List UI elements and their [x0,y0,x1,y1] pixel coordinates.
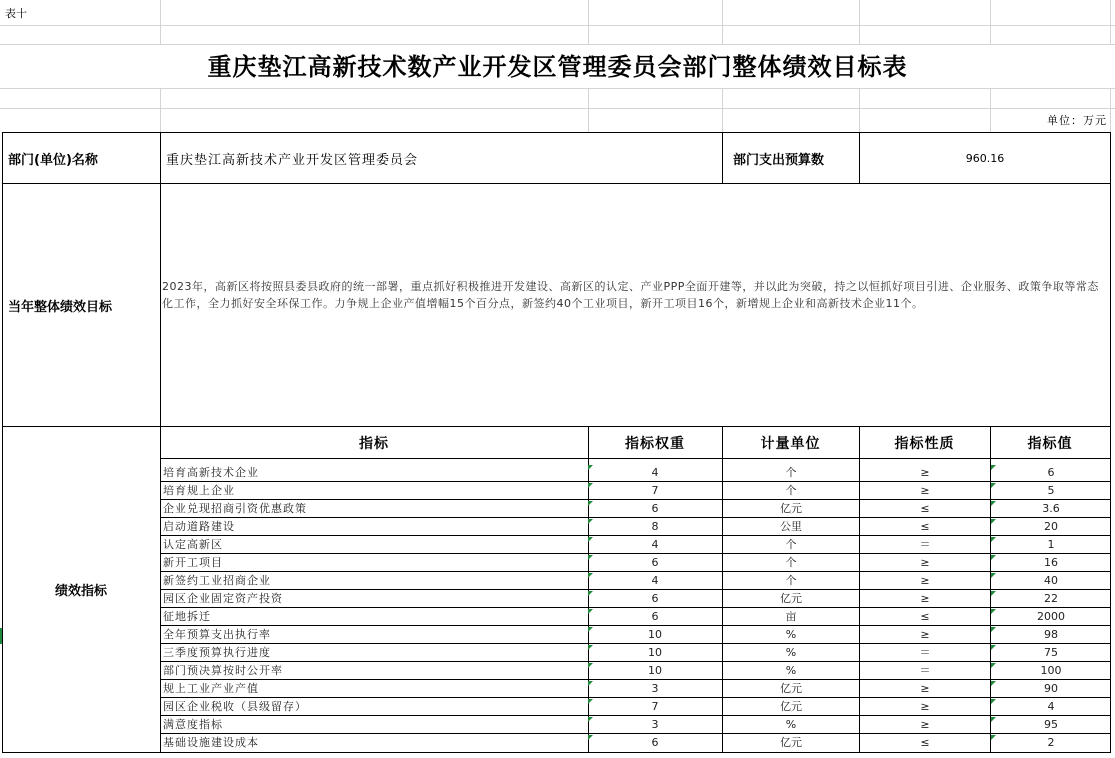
indicator-unit-cell[interactable]: % [785,664,797,677]
cell-error-indicator-icon [588,591,593,596]
table-row[interactable] [160,554,1111,572]
cell-error-indicator-icon [588,609,593,614]
cell-error-indicator-icon [991,573,996,578]
cell-error-indicator-icon [991,663,996,668]
indicator-weight-cell[interactable]: 7 [651,484,659,497]
table-row[interactable] [160,518,1111,536]
indicator-unit-cell[interactable]: 亿元 [780,592,802,605]
gridline [0,88,1115,89]
indicator-nature-cell[interactable]: ≤ [920,610,930,623]
table-row[interactable] [160,626,1111,644]
indicator-nature-cell[interactable]: ＝ [919,664,931,677]
table-row[interactable] [160,698,1111,716]
indicator-name-cell[interactable]: 满意度指标 [163,718,223,731]
unit-note: 单位：万元 [1047,114,1107,127]
indicator-value-cell[interactable]: 75 [1044,646,1058,659]
page-title: 重庆垫江高新技术数产业开发区管理委员会部门整体绩效目标表 [207,52,908,81]
indicator-weight-cell[interactable]: 8 [651,520,659,533]
cell-error-indicator-icon [588,573,593,578]
gridline [0,108,1115,109]
table-row[interactable] [160,464,1111,482]
indicator-nature-cell[interactable]: ≤ [920,736,930,749]
table-row[interactable] [160,608,1111,626]
cell-error-indicator-icon [588,699,593,704]
indicator-unit-cell[interactable]: % [785,628,797,641]
sheet-label: 表十 [5,7,27,20]
cell-error-indicator-icon [588,465,593,470]
table-row[interactable] [160,716,1111,734]
indicator-weight-cell[interactable]: 3 [651,718,659,731]
indicator-name-cell[interactable]: 基础设施建设成本 [163,736,259,749]
table-border [2,752,1111,753]
indicators-label: 绩效指标 [54,584,107,599]
column-header-unit: 计量单位 [760,436,821,452]
cell-error-indicator-icon [991,591,996,596]
indicator-name-cell[interactable]: 规上工业产业产值 [163,682,259,695]
indicator-unit-cell[interactable]: 个 [785,466,797,479]
indicator-nature-cell[interactable]: ≥ [920,466,930,479]
indicator-name-cell[interactable]: 新签约工业招商企业 [163,574,271,587]
table-row[interactable] [160,500,1111,518]
cell-error-indicator-icon [588,555,593,560]
cell-error-indicator-icon [991,555,996,560]
indicator-unit-cell[interactable]: 个 [785,484,797,497]
cell-error-indicator-icon [991,465,996,470]
cell-error-indicator-icon [588,537,593,542]
indicator-unit-cell[interactable]: 亿元 [780,736,802,749]
table-row[interactable] [160,482,1111,500]
table-row[interactable] [160,572,1111,590]
cell-error-indicator-icon [588,501,593,506]
indicator-unit-cell[interactable]: 公里 [780,520,802,533]
indicator-weight-cell[interactable]: 6 [651,502,659,515]
cell-error-indicator-icon [991,483,996,488]
indicator-name-cell[interactable]: 培育规上企业 [163,484,235,497]
indicator-value-cell[interactable]: 16 [1044,556,1058,569]
indicator-value-cell[interactable]: 6 [1047,466,1055,479]
column-header-indicator: 指标 [359,436,389,452]
indicator-value-cell[interactable]: 5 [1047,484,1055,497]
table-row[interactable] [160,734,1111,752]
cell-error-indicator-icon [991,627,996,632]
indicator-value-cell[interactable]: 4 [1047,700,1055,713]
indicator-nature-cell[interactable]: ≥ [920,592,930,605]
indicator-unit-cell[interactable]: 个 [785,574,797,587]
cell-error-indicator-icon [588,627,593,632]
indicator-weight-cell[interactable]: 6 [651,592,659,605]
row-selection-marker [0,628,2,644]
indicator-unit-cell[interactable]: 亿元 [780,502,802,515]
indicator-name-cell[interactable]: 园区企业固定资产投资 [163,592,283,605]
cell-error-indicator-icon [991,501,996,506]
indicator-weight-cell[interactable]: 4 [651,574,659,587]
indicator-unit-cell[interactable]: 亿元 [780,682,802,695]
table-row[interactable] [160,644,1111,662]
indicator-weight-cell[interactable]: 10 [648,646,662,659]
indicator-nature-cell[interactable]: ＝ [919,646,931,659]
indicator-name-cell[interactable]: 部门预决算按时公开率 [163,664,283,677]
indicator-weight-cell[interactable]: 6 [651,610,659,623]
indicator-weight-cell[interactable]: 4 [651,538,659,551]
indicator-weight-cell[interactable]: 10 [648,628,662,641]
indicator-value-cell[interactable]: 1 [1047,538,1055,551]
column-header-nature: 指标性质 [894,436,955,452]
indicator-unit-cell[interactable]: 个 [785,538,797,551]
table-row[interactable] [160,680,1111,698]
indicator-value-cell[interactable]: 3.6 [1042,502,1060,515]
table-border [2,426,1111,427]
cell-error-indicator-icon [991,519,996,524]
indicator-unit-cell[interactable]: % [785,646,797,659]
cell-error-indicator-icon [991,681,996,686]
annual-goal-text[interactable]: 2023年，高新区将按照县委县政府的统一部署，重点抓好积极推进开发建设、高新区的认定、产业PPP全面开建等，并以此为突破，持之以恒抓好项目引进、企业服务、政策争取等常态化工作，全力抓好安全环保工作。力争规上企业产值增幅15个百分点，新签约40个工业项目，新开工项目16个，新增规上企业和高新技术企业11个。 [162,280,1099,310]
indicator-nature-cell[interactable]: ≥ [920,484,930,497]
cell-error-indicator-icon [588,519,593,524]
table-border [160,458,1111,459]
indicator-nature-cell[interactable]: ≤ [920,502,930,515]
indicator-name-cell[interactable]: 培育高新技术企业 [163,466,259,479]
indicator-weight-cell[interactable]: 7 [651,700,659,713]
cell-error-indicator-icon [991,717,996,722]
indicator-value-cell[interactable]: 22 [1044,592,1058,605]
annual-goal-label: 当年整体绩效目标 [8,299,113,315]
indicator-name-cell[interactable]: 启动道路建设 [163,520,235,533]
gridline [0,25,1115,26]
cell-error-indicator-icon [588,483,593,488]
indicator-weight-cell[interactable]: 6 [651,556,659,569]
table-row[interactable] [160,662,1111,680]
table-row[interactable] [160,590,1111,608]
cell-error-indicator-icon [588,663,593,668]
cell-error-indicator-icon [588,681,593,686]
indicator-name-cell[interactable]: 认定高新区 [163,538,223,551]
cell-error-indicator-icon [991,699,996,704]
budget-value[interactable]: 960.16 [965,151,1005,165]
indicator-nature-cell[interactable]: ≥ [920,628,930,641]
indicator-unit-cell[interactable]: 个 [785,556,797,569]
table-row[interactable] [160,536,1111,554]
budget-label: 部门支出预算数 [733,152,825,168]
cell-error-indicator-icon [588,735,593,740]
indicator-name-cell[interactable]: 企业兑现招商引资优惠政策 [163,502,307,515]
indicator-unit-cell[interactable]: 亿元 [780,700,802,713]
indicator-weight-cell[interactable]: 10 [648,664,662,677]
cell-error-indicator-icon [991,735,996,740]
indicator-name-cell[interactable]: 三季度预算执行进度 [163,646,271,659]
indicator-nature-cell[interactable]: ≥ [920,682,930,695]
table-border [2,183,1111,184]
indicator-unit-cell[interactable]: % [785,718,797,731]
indicator-name-cell[interactable]: 全年预算支出执行率 [163,628,271,641]
indicator-value-cell[interactable]: 95 [1044,718,1058,731]
indicator-nature-cell[interactable]: ≤ [920,520,930,533]
table-border [722,132,723,183]
indicator-value-cell[interactable]: 98 [1044,628,1058,641]
indicator-nature-cell[interactable]: ≥ [920,574,930,587]
indicator-value-cell[interactable]: 100 [1040,664,1062,677]
indicator-value-cell[interactable]: 2 [1047,736,1055,749]
indicator-name-cell[interactable]: 新开工项目 [163,556,223,569]
indicator-nature-cell[interactable]: ≥ [920,556,930,569]
indicator-unit-cell[interactable]: 亩 [785,610,797,623]
indicator-value-cell[interactable]: 20 [1044,520,1058,533]
indicator-nature-cell[interactable]: ≥ [920,718,930,731]
department-label: 部门(单位)名称 [8,152,98,168]
indicator-name-cell[interactable]: 园区企业税收（县级留存） [163,700,307,713]
column-header-weight: 指标权重 [625,436,685,452]
cell-error-indicator-icon [588,717,593,722]
department-name[interactable]: 重庆垫江高新技术产业开发区管理委员会 [166,152,419,168]
indicator-value-cell[interactable]: 2000 [1037,610,1065,623]
indicator-value-cell[interactable]: 40 [1044,574,1058,587]
cell-error-indicator-icon [588,645,593,650]
column-header-value: 指标值 [1027,436,1073,452]
indicator-value-cell[interactable]: 90 [1044,682,1058,695]
indicator-weight-cell[interactable]: 6 [651,736,659,749]
indicator-weight-cell[interactable]: 4 [651,466,659,479]
cell-error-indicator-icon [991,645,996,650]
cell-error-indicator-icon [991,609,996,614]
indicator-weight-cell[interactable]: 3 [651,682,659,695]
cell-error-indicator-icon [991,537,996,542]
indicator-name-cell[interactable]: 征地拆迁 [163,610,211,623]
indicator-nature-cell[interactable]: ≥ [920,700,930,713]
indicator-nature-cell[interactable]: ＝ [919,538,931,551]
